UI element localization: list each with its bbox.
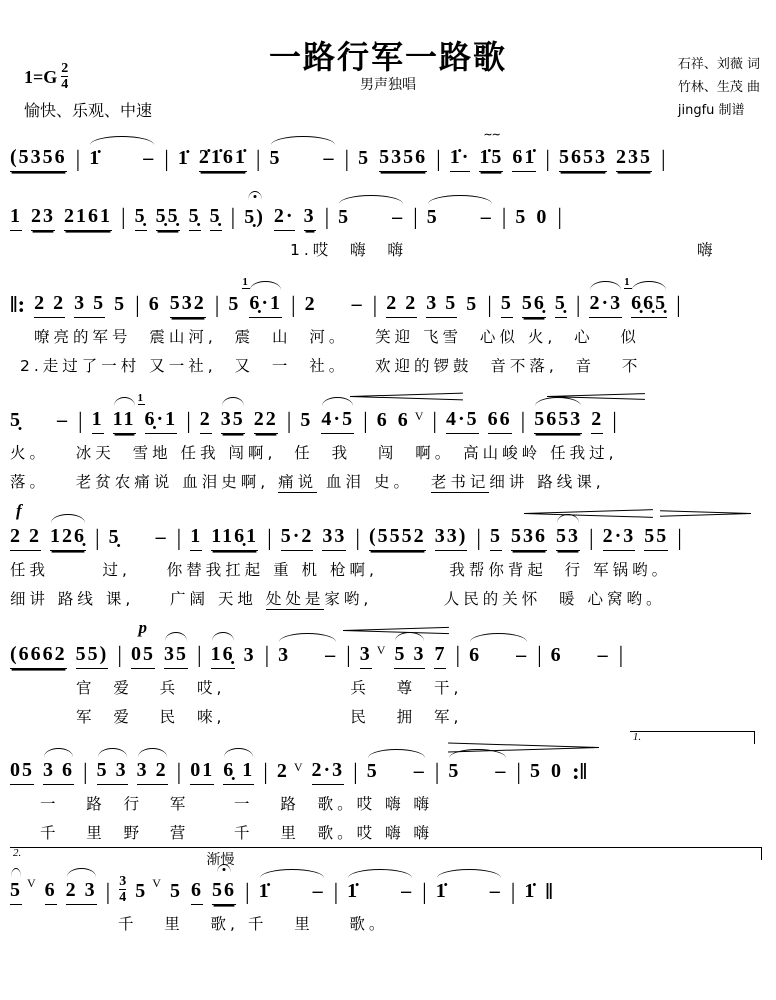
barline: |: [545, 146, 550, 171]
note-group: 5̣ –: [10, 409, 69, 432]
note-group: 6̣ 1: [223, 759, 254, 785]
barline: |: [520, 407, 526, 433]
notation-row: [10, 392, 766, 434]
note-group: 3 6: [43, 759, 74, 785]
note-group: 6 –: [550, 643, 610, 666]
note-group: 5·2: [281, 525, 314, 551]
note-group: 126̣: [50, 525, 86, 551]
barline: |: [83, 758, 88, 784]
music-system: [10, 182, 766, 259]
song-title: 一路行军一路歌: [268, 39, 507, 75]
note-group: 2: [276, 760, 289, 783]
key-signature: [24, 62, 68, 92]
barline: |: [214, 291, 220, 317]
note-group: 3 2: [137, 759, 168, 785]
note-group: 5: [10, 879, 22, 905]
notation-row: [10, 759, 766, 785]
notation-row: [10, 275, 766, 318]
lyric-row: [10, 912, 766, 934]
barline: |: [263, 758, 268, 784]
barline: |: [135, 291, 140, 317]
barline: |: [575, 291, 581, 317]
barline: |: [487, 291, 492, 317]
lyric-text: 血泪 史。: [317, 473, 431, 492]
barline: |: [186, 407, 191, 433]
lyric-text: 嘹亮的军号 震山河, 震 山 河。 笑迎 飞雪 心似 火, 心 似: [34, 327, 640, 346]
note-group: 5̣: [135, 205, 147, 231]
note-group: 5 –: [448, 760, 507, 785]
score: [10, 124, 766, 934]
lyric-text: 嗨: [697, 240, 717, 259]
note-group: 4·5: [446, 408, 479, 434]
note-group: 5: [135, 880, 148, 903]
lyric-text: 一 路 行 军 一 路 歌。哎 嗨 嗨: [40, 795, 434, 814]
music-system: [10, 847, 766, 934]
performance-type: 男声独唱: [360, 77, 416, 93]
music-system: [10, 620, 766, 726]
volta-bracket: 2.: [10, 847, 762, 860]
barline: |: [291, 291, 296, 317]
note-group: 5653: [559, 146, 607, 172]
note-group: 35: [221, 408, 245, 434]
barline: |: [75, 146, 81, 171]
note-group: 3: [243, 643, 256, 666]
barline: |: [346, 642, 351, 668]
barline: |: [537, 642, 542, 668]
note-group: 33: [322, 525, 346, 551]
barline: |: [176, 758, 182, 784]
notation-credit: jingfu 制谱: [677, 102, 745, 118]
inline-time-signature: [119, 875, 126, 905]
tempo-change-mark: 渐慢: [206, 852, 235, 869]
note-group: 5 –: [270, 147, 336, 172]
barline: |: [618, 642, 624, 668]
note-group: 5: [169, 880, 182, 903]
note-group: 55): [76, 643, 109, 669]
notation-row: [10, 129, 766, 172]
note-group: 6: [397, 409, 410, 432]
note-group: 0: [536, 205, 549, 228]
note-group: 5: [466, 292, 479, 315]
note-group: 1̇ –: [436, 880, 502, 905]
lyric-text: 千 里 野 营 千 里 歌。哎 嗨 嗨: [40, 824, 434, 843]
barline: |: [501, 204, 507, 230]
key-label: 1=G: [24, 66, 58, 87]
note-group: 55: [644, 525, 668, 551]
barline: |: [230, 204, 236, 230]
lyric-row: [10, 676, 766, 698]
lyric-text: 千 里 歌, 千 里 歌。: [118, 915, 389, 934]
lyric-text: 火。 冰天 雪地 任我 闯啊, 任 我 闯 啊。 高山峻岭 任我过,: [10, 444, 618, 463]
note-group: 235: [616, 146, 652, 172]
trill-icon: ∼∼: [483, 129, 500, 142]
note-group: 7: [434, 643, 446, 669]
note-group: 5356: [379, 146, 427, 172]
barline: |: [661, 146, 666, 171]
barline: |: [372, 291, 378, 317]
note-group: 5: [515, 205, 528, 228]
note-group: 5: [358, 147, 371, 170]
note-group: 5̣5̣: [156, 205, 180, 231]
note-group: 05: [131, 643, 155, 669]
barline: |: [121, 204, 126, 230]
lyric-row: [10, 470, 766, 493]
barline: |: [422, 878, 427, 904]
barline: |: [476, 525, 481, 551]
note-group: 16̣: [211, 643, 235, 669]
note-group: 5 3: [394, 643, 425, 669]
barline: |: [612, 407, 617, 433]
note-group: 22: [254, 408, 278, 434]
lyric-text: 官 爱 兵 哎, 兵 尊 干,: [76, 678, 463, 697]
tempo-marking: 愉快、乐观、中速: [24, 101, 153, 120]
note-group: 2 –: [304, 292, 364, 315]
note-group: 1̇: [177, 147, 190, 170]
cresc-hairpin: [343, 626, 449, 635]
note-group: (6662: [10, 643, 67, 669]
music-system: [10, 503, 766, 610]
barline: |: [324, 204, 330, 230]
note-group: 2 2: [386, 292, 417, 318]
barline: |: [78, 407, 83, 433]
note-group: 6: [191, 879, 203, 905]
lyric-row: [10, 558, 766, 580]
note-group: 5̣): [244, 206, 265, 231]
note-group: 5: [530, 760, 542, 783]
note-group: 3 5: [74, 292, 105, 318]
barline: |: [176, 525, 182, 551]
credits-block: [678, 54, 760, 122]
barline: |: [363, 407, 368, 433]
lyric-row: [10, 441, 766, 463]
lyric-text: 军 爱 民 唻, 民 拥 军,: [76, 707, 463, 726]
music-system: [10, 730, 766, 843]
breath-mark: V: [414, 408, 426, 423]
barline: |: [557, 204, 562, 230]
barline: |: [333, 878, 339, 904]
barline: |: [355, 525, 361, 551]
note-group: 1̇5 ∼∼: [479, 146, 503, 172]
music-system: [10, 386, 766, 493]
notation-row: [10, 642, 766, 668]
barline: |: [677, 525, 682, 551]
barline: |: [455, 642, 461, 668]
note-group: 6̣·1 1: [145, 408, 178, 434]
note-group: 61̇: [512, 146, 536, 172]
note-group: 33): [435, 525, 468, 551]
meter-numerator: 2: [61, 61, 69, 76]
note-group: 5̣ –: [108, 526, 168, 549]
note-group: 5: [114, 292, 127, 315]
barline: |: [436, 146, 441, 171]
note-group: 5 –: [338, 206, 404, 231]
note-group: 0: [551, 760, 563, 783]
note-group: 2161: [64, 205, 112, 231]
lyric-text: 痛说: [278, 470, 317, 493]
note-group: 2·: [274, 205, 295, 231]
dynamic-mark: p: [138, 618, 148, 638]
barline: |: [588, 525, 594, 551]
note-group: 3 –: [278, 644, 337, 669]
note-group: 4·5: [321, 408, 354, 434]
barline: |: [353, 758, 358, 784]
music-system: [10, 270, 766, 376]
note-group: 1̇·: [450, 146, 471, 172]
barline: |: [105, 878, 111, 904]
barline: ‖: [545, 878, 553, 904]
note-group: 05: [10, 759, 34, 785]
barline: |: [95, 525, 100, 551]
note-group: 2·3: [589, 292, 622, 318]
note-group: 5: [490, 525, 502, 551]
note-group: 5: [501, 292, 513, 318]
note-group: 5̣: [189, 205, 201, 231]
notation-row: [10, 204, 766, 230]
note-group: 3: [360, 643, 372, 669]
note-group: 56̣: [522, 292, 546, 318]
note-group: 23: [31, 205, 55, 231]
note-group: 116̣1: [211, 525, 258, 551]
barline: |: [413, 204, 418, 230]
note-group: 1̇ –: [347, 880, 413, 905]
note-group: 1: [10, 205, 22, 231]
note-group: 6̣6̣5̣ 1: [631, 292, 667, 318]
barline: |: [432, 407, 437, 433]
note-group: 5̣: [210, 205, 222, 231]
grace-note: 1: [624, 275, 632, 288]
note-group: (5552: [369, 525, 426, 551]
note-group: 3 5: [426, 292, 457, 318]
note-group: 6 –: [469, 644, 528, 669]
lyric-text: 落。 老贫农痛说 血泪史啊,: [10, 473, 279, 492]
cresc-hairpin: [524, 509, 653, 518]
music-system: [10, 124, 766, 172]
meter-numerator: 3: [119, 874, 127, 890]
note-group: 2: [591, 408, 603, 434]
barline: |: [255, 146, 261, 171]
fermata-icon: [248, 191, 262, 200]
breath-mark: V: [376, 643, 388, 658]
lyric-text: 老书记: [431, 470, 490, 493]
lyric-row: [10, 587, 766, 610]
lyric-text: 2.走过了一村 又一社, 又 一 社。 欢迎的锣鼓 音不落, 音 不: [20, 356, 642, 375]
note-group: 35: [164, 643, 188, 669]
barline: |: [516, 758, 521, 784]
meter-denominator: 4: [61, 77, 69, 92]
note-group: 2 2: [10, 525, 41, 551]
note-group: 5: [300, 409, 313, 432]
breath-mark: V: [293, 759, 305, 774]
barline: |: [344, 146, 350, 171]
notation-row: [10, 875, 766, 905]
note-group: 2: [200, 408, 212, 434]
decresc-hairpin: [660, 509, 751, 518]
time-signature: [61, 62, 68, 92]
note-group: 5653: [534, 408, 582, 434]
note-group: 6: [45, 879, 57, 905]
lyric-row: [10, 354, 766, 376]
note-group: 2·3: [312, 759, 345, 785]
lyric-row: [10, 238, 766, 260]
lyricist-credit: 石祥、刘薇 词: [677, 57, 760, 72]
notation-row: [10, 525, 766, 551]
barline: |: [117, 642, 122, 668]
note-group: 6̣·1 1: [249, 292, 282, 318]
lyric-text: 1.哎 嗨 嗨: [290, 240, 407, 259]
lyric-text: 家哟, 人民的关怀 暖 心窝哟。: [324, 590, 666, 609]
note-group: 53: [556, 525, 580, 551]
lyric-row: [10, 821, 766, 843]
note-group: 2 2: [34, 292, 65, 318]
note-group: 1: [92, 408, 104, 434]
barline: |: [164, 146, 169, 171]
note-group: 5: [228, 292, 241, 315]
note-group: 1̇: [524, 880, 537, 903]
note-group: 66: [488, 408, 512, 434]
barline: |: [286, 407, 292, 433]
lyric-row: [10, 792, 766, 814]
composer-credit: 竹林、生茂 曲: [677, 79, 760, 95]
lyric-row: [10, 705, 766, 727]
note-group: 01: [190, 759, 214, 785]
note-group: 5 –: [367, 760, 426, 785]
dynamic-mark: f: [16, 501, 22, 521]
note-group: 2̇1̇61̇: [199, 146, 247, 172]
note-group: 1̇ –: [259, 880, 325, 905]
barline: |: [267, 525, 272, 551]
note-group: 5 –: [427, 206, 493, 231]
note-group: (5356: [10, 146, 67, 172]
barline: |: [196, 642, 202, 668]
volta-bracket: 1.: [630, 731, 755, 744]
note-group: 5 3: [97, 759, 128, 785]
barline: |: [676, 291, 681, 317]
barline: |: [264, 642, 270, 668]
note-group: 1̇ –: [89, 147, 155, 172]
breath-mark: V: [27, 876, 38, 891]
lyric-text: 处处是: [266, 587, 325, 610]
note-group: 3: [304, 205, 316, 231]
lyric-row: [10, 325, 766, 347]
barline: ‖:: [10, 291, 26, 317]
score-header: [10, 6, 766, 124]
note-group: 56: [212, 879, 236, 905]
note-group: 536: [511, 525, 547, 551]
grace-note: 1: [242, 275, 250, 288]
barline: |: [434, 758, 440, 784]
sheet-music-page: [10, 0, 766, 934]
breath-mark: V: [152, 876, 163, 891]
note-group: 2 3: [66, 879, 97, 905]
meter-denominator: 4: [119, 890, 127, 906]
lyric-text: 细讲 路线课,: [489, 473, 605, 492]
lyric-text: 细讲 路线 课, 广阔 天地: [10, 590, 266, 609]
note-group: 6: [376, 409, 389, 432]
cresc-hairpin: [350, 392, 463, 401]
note-group: 2·3: [603, 525, 636, 551]
barline: |: [510, 878, 516, 904]
note-group: 1: [190, 525, 202, 551]
note-group: 6: [148, 292, 161, 315]
barline: |: [244, 878, 250, 904]
lyric-text: 任我 过, 你替我扛起 重 机 枪啊, 我帮你背起 行 军锅哟。: [10, 561, 672, 580]
note-group: 532: [170, 292, 206, 318]
barline: :‖: [572, 758, 588, 784]
note-group: 11: [113, 408, 136, 434]
note-group: 5̣: [555, 292, 567, 318]
grace-note: 1: [137, 392, 146, 405]
